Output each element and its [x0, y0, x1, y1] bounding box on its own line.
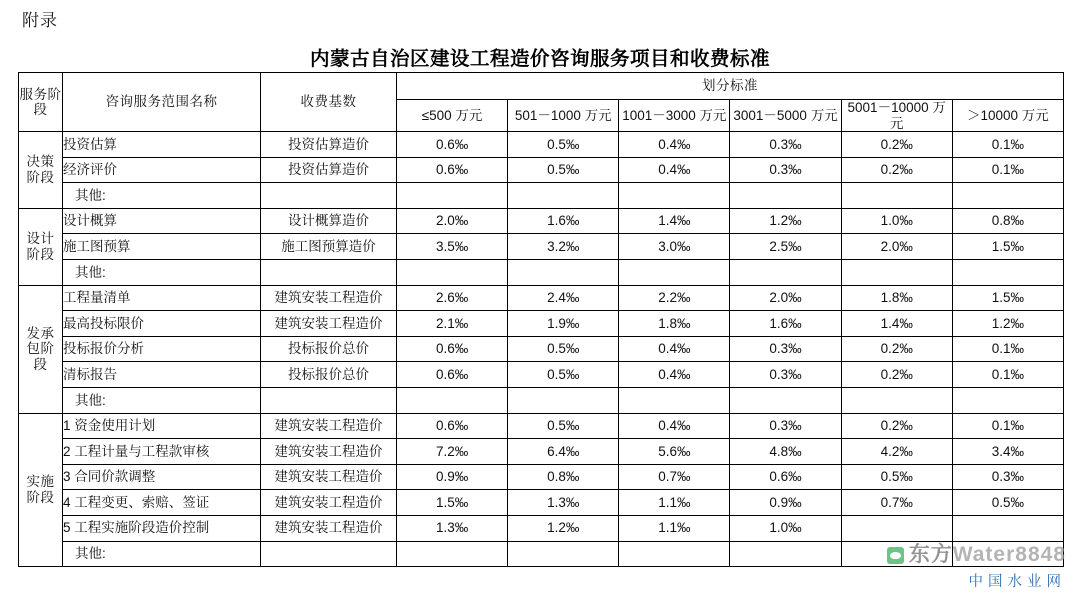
rate-cell-5 [841, 541, 952, 567]
fee-base-cell: 建筑安装工程造价 [261, 413, 397, 439]
stage-label-line: 阶段 [26, 169, 55, 185]
rate-cell-1: 0.6‰ [397, 362, 508, 388]
rate-cell-2: 3.2‰ [508, 234, 619, 260]
rate-cell-3: 5.6‰ [619, 439, 730, 465]
service-name-cell: 投标报价分析 [63, 336, 261, 362]
rate-cell-5: 1.0‰ [841, 208, 952, 234]
rate-cell-3: 0.7‰ [619, 464, 730, 490]
rate-cell-6: 1.5‰ [952, 234, 1063, 260]
rate-cell-3 [619, 387, 730, 413]
rate-cell-6 [952, 183, 1063, 209]
rate-cell-1: 1.5‰ [397, 490, 508, 516]
rate-cell-3: 1.8‰ [619, 311, 730, 337]
rate-cell-6: 0.1‰ [952, 413, 1063, 439]
rate-cell-2: 0.8‰ [508, 464, 619, 490]
fee-base-cell: 建筑安装工程造价 [261, 464, 397, 490]
table-row [19, 464, 1064, 490]
header-fee-base: 收费基数 [261, 73, 397, 132]
service-name-cell: 其他: [63, 541, 261, 567]
rate-cell-1 [397, 183, 508, 209]
rate-cell-3: 0.4‰ [619, 336, 730, 362]
rate-cell-3 [619, 183, 730, 209]
table-row [19, 336, 1064, 362]
rate-cell-6: 0.5‰ [952, 490, 1063, 516]
appendix-label: 附录 [22, 11, 58, 30]
service-name-cell: 2 工程计量与工程款审核 [63, 439, 261, 465]
watermark-brand-cn: 东方 [908, 543, 953, 566]
stage-cell-2 [19, 285, 63, 413]
header-split-standard: 划分标准 [397, 73, 1064, 100]
rate-cell-4: 0.6‰ [730, 464, 841, 490]
rate-cell-4 [730, 387, 841, 413]
rate-cell-4: 0.3‰ [730, 157, 841, 183]
rate-cell-5 [841, 515, 952, 541]
stage-label-line: 实施 [26, 474, 55, 490]
rate-cell-4: 1.0‰ [730, 515, 841, 541]
rate-cell-5 [841, 260, 952, 286]
table-header-row-top [19, 73, 1064, 100]
rate-cell-4: 0.3‰ [730, 336, 841, 362]
rate-cell-4: 2.0‰ [730, 285, 841, 311]
rate-cell-5: 0.2‰ [841, 413, 952, 439]
table-header [19, 73, 1064, 132]
rate-cell-2: 0.5‰ [508, 336, 619, 362]
rate-cell-2: 0.5‰ [508, 157, 619, 183]
rate-cell-2: 0.5‰ [508, 132, 619, 158]
header-stage-line1: 服务阶段 [19, 86, 62, 118]
watermark-line-2: 中国水业网 [968, 574, 1066, 590]
rate-cell-1 [397, 387, 508, 413]
header-bracket-3: 1001－3000 万元 [619, 100, 730, 132]
rate-cell-4: 1.6‰ [730, 311, 841, 337]
rate-cell-4: 1.2‰ [730, 208, 841, 234]
rate-cell-6: 0.1‰ [952, 157, 1063, 183]
service-name-cell: 工程量清单 [63, 285, 261, 311]
rate-cell-5: 1.8‰ [841, 285, 952, 311]
rate-cell-3: 1.1‰ [619, 515, 730, 541]
fee-base-cell: 投标报价总价 [261, 336, 397, 362]
rate-cell-1: 2.6‰ [397, 285, 508, 311]
rate-cell-3: 1.1‰ [619, 490, 730, 516]
rate-cell-6 [952, 260, 1063, 286]
fee-standard-table [18, 72, 1064, 567]
rate-cell-2 [508, 260, 619, 286]
header-bracket-5: 5001－10000 万元 [841, 100, 952, 132]
rate-cell-3: 2.2‰ [619, 285, 730, 311]
table-row [19, 285, 1064, 311]
rate-cell-3 [619, 260, 730, 286]
rate-cell-5: 0.2‰ [841, 132, 952, 158]
fee-base-cell: 建筑安装工程造价 [261, 490, 397, 516]
rate-cell-2: 2.4‰ [508, 285, 619, 311]
header-bracket-2: 501－1000 万元 [508, 100, 619, 132]
table-row [19, 439, 1064, 465]
table-row [19, 387, 1064, 413]
fee-base-cell: 投资估算造价 [261, 132, 397, 158]
stage-label-line: 包阶 [26, 341, 55, 357]
rate-cell-6 [952, 541, 1063, 567]
service-name-cell: 其他: [63, 387, 261, 413]
table-row [19, 183, 1064, 209]
rate-cell-2: 6.4‰ [508, 439, 619, 465]
rate-cell-1 [397, 260, 508, 286]
rate-cell-3 [619, 541, 730, 567]
fee-base-cell: 投标报价总价 [261, 362, 397, 388]
table-row [19, 311, 1064, 337]
rate-cell-4 [730, 183, 841, 209]
rate-cell-6: 0.3‰ [952, 464, 1063, 490]
table-row [19, 490, 1064, 516]
header-bracket-6: ＞10000 万元 [952, 100, 1063, 132]
service-name-cell: 5 工程实施阶段造价控制 [63, 515, 261, 541]
rate-cell-1: 0.9‰ [397, 464, 508, 490]
rate-cell-6 [952, 387, 1063, 413]
rate-cell-5: 0.2‰ [841, 362, 952, 388]
rate-cell-4: 0.3‰ [730, 362, 841, 388]
service-name-cell: 施工图预算 [63, 234, 261, 260]
stage-label-line: 设计 [26, 231, 55, 247]
stage-cell-1 [19, 208, 63, 285]
service-name-cell: 1 资金使用计划 [63, 413, 261, 439]
header-bracket-4: 3001－5000 万元 [730, 100, 841, 132]
table-row [19, 132, 1064, 158]
rate-cell-2: 0.5‰ [508, 413, 619, 439]
rate-cell-4: 4.8‰ [730, 439, 841, 465]
rate-cell-2: 1.6‰ [508, 208, 619, 234]
rate-cell-2: 1.2‰ [508, 515, 619, 541]
rate-cell-5: 0.2‰ [841, 157, 952, 183]
rate-cell-5: 0.2‰ [841, 336, 952, 362]
table-row [19, 541, 1064, 567]
rate-cell-2 [508, 183, 619, 209]
service-name-cell: 投资估算 [63, 132, 261, 158]
service-name-cell: 设计概算 [63, 208, 261, 234]
rate-cell-2 [508, 387, 619, 413]
stage-cell-3 [19, 413, 63, 567]
rate-cell-1: 1.3‰ [397, 515, 508, 541]
service-name-cell: 其他: [63, 183, 261, 209]
table-body [19, 132, 1064, 567]
rate-cell-6: 1.5‰ [952, 285, 1063, 311]
rate-cell-6: 0.1‰ [952, 132, 1063, 158]
rate-cell-6: 0.1‰ [952, 362, 1063, 388]
watermark-brand-alt: Water8848 [952, 543, 1066, 566]
rate-cell-6: 0.1‰ [952, 336, 1063, 362]
stage-label-line: 段 [33, 356, 48, 372]
fee-base-cell: 建筑安装工程造价 [261, 285, 397, 311]
service-name-cell: 最高投标限价 [63, 311, 261, 337]
rate-cell-5: 4.2‰ [841, 439, 952, 465]
fee-base-cell: 投资估算造价 [261, 157, 397, 183]
rate-cell-5: 0.5‰ [841, 464, 952, 490]
rate-cell-3: 0.4‰ [619, 157, 730, 183]
rate-cell-5: 2.0‰ [841, 234, 952, 260]
page-title: 内蒙古自治区建设工程造价咨询服务项目和收费标准 [309, 48, 770, 70]
rate-cell-1: 0.6‰ [397, 157, 508, 183]
header-stage [19, 73, 63, 132]
header-service-name: 咨询服务范围名称 [63, 73, 261, 132]
rate-cell-6: 1.2‰ [952, 311, 1063, 337]
rate-cell-3: 0.4‰ [619, 413, 730, 439]
rate-cell-6: 3.4‰ [952, 439, 1063, 465]
fee-base-cell [261, 387, 397, 413]
rate-cell-4: 0.9‰ [730, 490, 841, 516]
rate-cell-5: 0.7‰ [841, 490, 952, 516]
rate-cell-3: 3.0‰ [619, 234, 730, 260]
stage-label-line: 发承 [26, 325, 55, 341]
service-name-cell: 其他: [63, 260, 261, 286]
table-row [19, 208, 1064, 234]
stage-cell-0 [19, 132, 63, 209]
fee-base-cell: 设计概算造价 [261, 208, 397, 234]
rate-cell-4: 2.5‰ [730, 234, 841, 260]
table-row [19, 234, 1064, 260]
table-row [19, 515, 1064, 541]
table-row [19, 413, 1064, 439]
rate-cell-6 [952, 515, 1063, 541]
fee-base-cell [261, 183, 397, 209]
fee-standard-table-wrapper [18, 72, 1064, 567]
rate-cell-1: 0.6‰ [397, 336, 508, 362]
rate-cell-2: 0.5‰ [508, 362, 619, 388]
rate-cell-2: 1.9‰ [508, 311, 619, 337]
rate-cell-3: 1.4‰ [619, 208, 730, 234]
rate-cell-1: 7.2‰ [397, 439, 508, 465]
rate-cell-3: 0.4‰ [619, 132, 730, 158]
fee-base-cell: 建筑安装工程造价 [261, 439, 397, 465]
stage-label-line: 决策 [26, 154, 55, 170]
rate-cell-4 [730, 541, 841, 567]
header-bracket-1: ≤500 万元 [397, 100, 508, 132]
rate-cell-5 [841, 183, 952, 209]
service-name-cell: 经济评价 [63, 157, 261, 183]
rate-cell-5 [841, 387, 952, 413]
rate-cell-1: 2.1‰ [397, 311, 508, 337]
service-name-cell: 清标报告 [63, 362, 261, 388]
rate-cell-1 [397, 541, 508, 567]
fee-base-cell [261, 260, 397, 286]
rate-cell-3: 0.4‰ [619, 362, 730, 388]
rate-cell-4 [730, 260, 841, 286]
rate-cell-6: 0.8‰ [952, 208, 1063, 234]
rate-cell-1: 3.5‰ [397, 234, 508, 260]
rate-cell-4: 0.3‰ [730, 132, 841, 158]
service-name-cell: 4 工程变更、索赔、签证 [63, 490, 261, 516]
table-row [19, 260, 1064, 286]
stage-label-line: 阶段 [26, 246, 55, 262]
rate-cell-4: 0.3‰ [730, 413, 841, 439]
stage-label-line: 阶段 [26, 489, 55, 505]
fee-base-cell: 建筑安装工程造价 [261, 311, 397, 337]
rate-cell-5: 1.4‰ [841, 311, 952, 337]
service-name-cell: 3 合同价款调整 [63, 464, 261, 490]
rate-cell-1: 0.6‰ [397, 413, 508, 439]
table-row [19, 157, 1064, 183]
fee-base-cell [261, 541, 397, 567]
table-row [19, 362, 1064, 388]
rate-cell-1: 0.6‰ [397, 132, 508, 158]
rate-cell-2: 1.3‰ [508, 490, 619, 516]
rate-cell-1: 2.0‰ [397, 208, 508, 234]
fee-base-cell: 施工图预算造价 [261, 234, 397, 260]
fee-base-cell: 建筑安装工程造价 [261, 515, 397, 541]
rate-cell-2 [508, 541, 619, 567]
